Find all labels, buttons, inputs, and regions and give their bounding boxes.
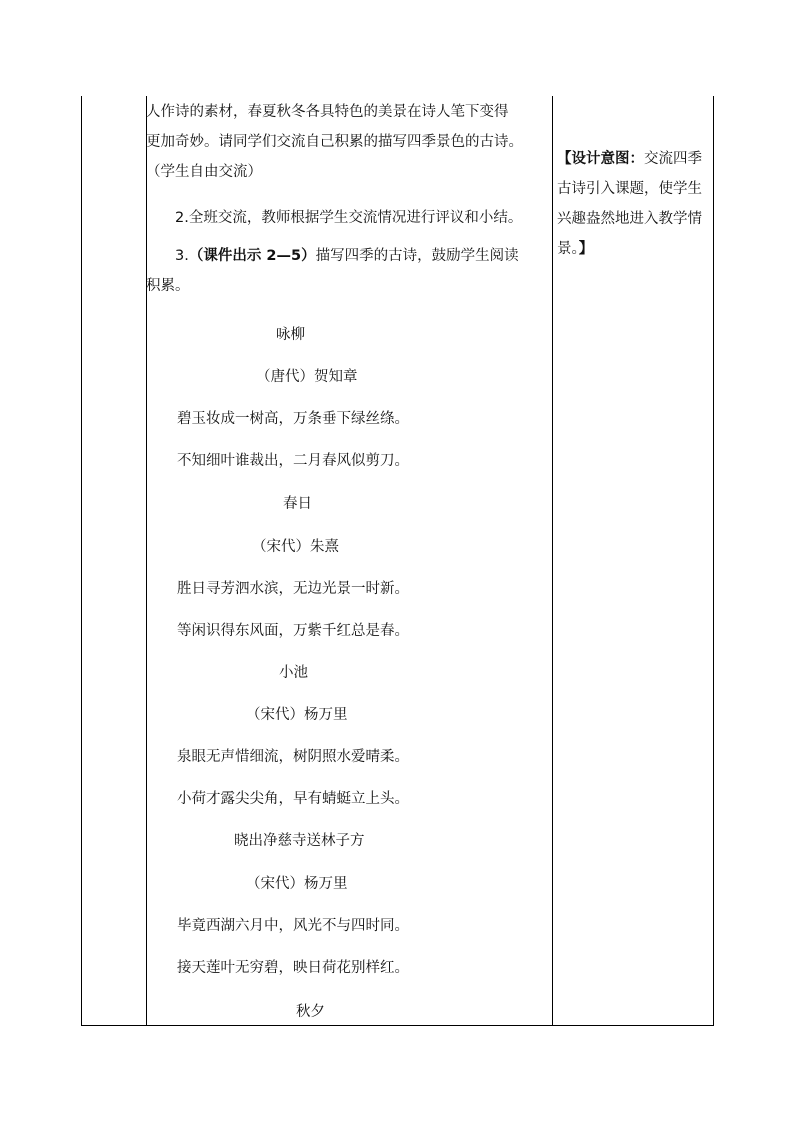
- step-3-paragraph: [146, 241, 556, 301]
- step-2-text: 2.全班交流，教师根据学生交流情况进行评议和小结。: [175, 210, 523, 226]
- poem-author: （宋代）朱熹: [252, 539, 339, 555]
- design-intent-cell: [557, 144, 713, 264]
- poem-title-autumn: 秋夕: [296, 1004, 325, 1020]
- step-3-continuation: 积累。: [146, 278, 190, 294]
- design-note-open-bracket: 【: [557, 151, 572, 167]
- poem-line: 碧玉妆成一树高，万条垂下绿丝绦。: [177, 411, 409, 427]
- step-3-bold: （课件出示 2—5）: [188, 248, 316, 264]
- poem-line: 不知细叶谁裁出，二月春风似剪刀。: [177, 453, 409, 469]
- poem-author: （宋代）杨万里: [246, 876, 348, 892]
- intro-line-3: （学生自由交流）: [146, 164, 262, 180]
- design-note-text: 交流四季古诗引入课题，使学生兴趣盎然地进入教学情景。: [557, 151, 702, 257]
- table-divider-1: [146, 96, 147, 1026]
- intro-paragraph: [146, 97, 566, 187]
- intro-line-1: 人作诗的素材，春夏秋冬各具特色的美景在诗人笔下变得: [146, 104, 509, 120]
- table-border-right: [713, 96, 714, 1026]
- poem-title: 咏柳: [276, 327, 305, 343]
- table-border-bottom: [81, 1025, 714, 1026]
- design-note-close-bracket: 】: [578, 241, 594, 257]
- poem-line: 泉眼无声惜细流，树阴照水爱晴柔。: [177, 749, 409, 765]
- poem-author: （唐代）贺知章: [256, 369, 358, 385]
- table-border-left: [81, 96, 82, 1026]
- table-divider-2: [552, 96, 553, 1026]
- design-note-label: 设计意图：: [571, 151, 644, 167]
- poem-line: 胜日寻芳泗水滨，无边光景一时新。: [177, 581, 409, 597]
- poem-line: 等闲识得东风面，万紫千红总是春。: [177, 623, 409, 639]
- poem-line: 接天莲叶无穷碧，映日荷花别样红。: [177, 960, 409, 976]
- poem-title: 春日: [283, 496, 312, 512]
- poem-line: 小荷才露尖尖角，早有蜻蜓立上头。: [177, 791, 409, 807]
- poem-line: 毕竟西湖六月中，风光不与四时同。: [177, 918, 409, 934]
- poem-author: （宋代）杨万里: [246, 707, 348, 723]
- intro-line-2: 更加奇妙。请同学们交流自己积累的描写四季景色的古诗。: [146, 134, 523, 150]
- poem-title: 小池: [279, 665, 308, 681]
- poem-title: 晓出净慈寺送林子方: [234, 833, 365, 849]
- step-3-number: 3.: [175, 248, 189, 264]
- step-3-text: 描写四季的古诗，鼓励学生阅读: [315, 248, 519, 264]
